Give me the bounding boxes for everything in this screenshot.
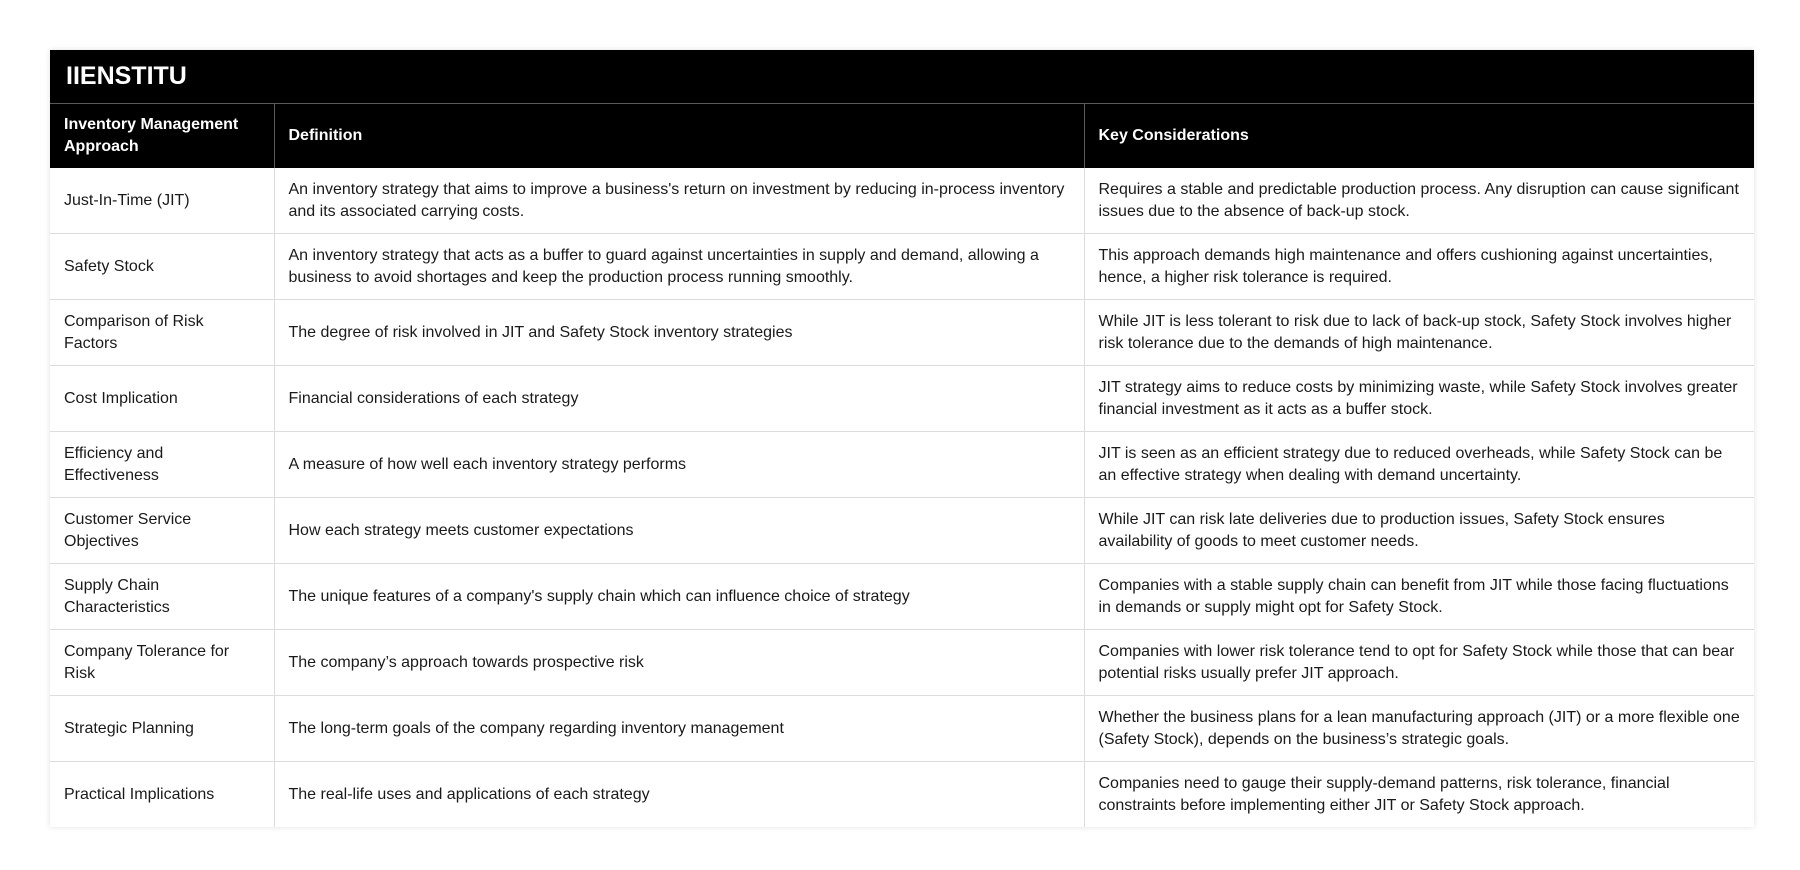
considerations-cell: While JIT is less tolerant to risk due to lack of back-up stock, Safety Stock involves higher risk tolerance due to the demands of high maintenance.	[1084, 300, 1754, 366]
approach-cell: Company Tolerance for Risk	[50, 630, 274, 696]
table-row	[50, 432, 1754, 498]
definition-cell: The unique features of a company's supply chain which can influence choice of strategy	[274, 564, 1084, 630]
definition-cell: Financial considerations of each strategy	[274, 366, 1084, 432]
considerations-cell: Companies with a stable supply chain can benefit from JIT while those facing fluctuations in demands or supply might opt for Safety Stock.	[1084, 564, 1754, 630]
approach-cell: Just-In-Time (JIT)	[50, 168, 274, 234]
considerations-cell: This approach demands high maintenance and offers cushioning against uncertainties, hence, a higher risk tolerance is required.	[1084, 234, 1754, 300]
considerations-cell: While JIT can risk late deliveries due to production issues, Safety Stock ensures availability of goods to meet customer needs.	[1084, 498, 1754, 564]
definition-cell: A measure of how well each inventory strategy performs	[274, 432, 1084, 498]
approach-cell: Strategic Planning	[50, 696, 274, 762]
considerations-cell: Whether the business plans for a lean manufacturing approach (JIT) or a more flexible one (Safety Stock), depends on the business’s strategic goals.	[1084, 696, 1754, 762]
table-row	[50, 168, 1754, 234]
header-key-considerations: Key Considerations	[1084, 104, 1754, 168]
approach-cell: Comparison of Risk Factors	[50, 300, 274, 366]
definition-cell: How each strategy meets customer expectations	[274, 498, 1084, 564]
definition-cell: The company’s approach towards prospective risk	[274, 630, 1084, 696]
approach-cell: Supply Chain Characteristics	[50, 564, 274, 630]
definition-cell: The long-term goals of the company regarding inventory management	[274, 696, 1084, 762]
table-body	[50, 168, 1754, 827]
table-row	[50, 696, 1754, 762]
table-header	[50, 104, 1754, 168]
definition-cell: The degree of risk involved in JIT and Safety Stock inventory strategies	[274, 300, 1084, 366]
table-row	[50, 630, 1754, 696]
header-definition: Definition	[274, 104, 1084, 168]
definition-cell: An inventory strategy that acts as a buffer to guard against uncertainties in supply and demand, allowing a business to avoid shortages and keep the production process running smoothly.	[274, 234, 1084, 300]
considerations-cell: Requires a stable and predictable production process. Any disruption can cause significant issues due to the absence of back-up stock.	[1098, 180, 1739, 220]
approach-cell: Cost Implication	[50, 366, 274, 432]
table-row	[50, 564, 1754, 630]
comparison-table-card	[50, 50, 1754, 827]
header-row	[50, 104, 1754, 168]
table-row	[50, 366, 1754, 432]
brand-title: IIENSTITU	[50, 50, 1754, 104]
table-row	[50, 762, 1754, 828]
comparison-table	[50, 104, 1754, 827]
considerations-cell: JIT is seen as an efficient strategy due to reduced overheads, while Safety Stock can be an effective strategy when dealing with demand uncertainty.	[1084, 432, 1754, 498]
approach-cell: Safety Stock	[50, 234, 274, 300]
considerations-cell: Companies with lower risk tolerance tend to opt for Safety Stock while those that can bear potential risks usually prefer JIT approach.	[1084, 630, 1754, 696]
table-row	[50, 300, 1754, 366]
approach-cell: Practical Implications	[50, 762, 274, 828]
considerations-cell: JIT strategy aims to reduce costs by minimizing waste, while Safety Stock involves greater financial investment as it acts as a buffer stock.	[1084, 366, 1754, 432]
definition-cell: An inventory strategy that aims to improve a business's return on investment by reducing in-process inventory and its associated carrying costs.	[274, 168, 1084, 234]
considerations-cell: Companies need to gauge their supply-demand patterns, risk tolerance, financial constraints before implementing either JIT or Safety Stock approach.	[1084, 762, 1754, 828]
table-row	[50, 234, 1754, 300]
approach-cell: Efficiency and Effectiveness	[50, 432, 274, 498]
approach-cell: Customer Service Objectives	[50, 498, 274, 564]
definition-cell: The real-life uses and applications of each strategy	[274, 762, 1084, 828]
table-row	[50, 498, 1754, 564]
header-approach: Inventory Management Approach	[50, 104, 274, 168]
